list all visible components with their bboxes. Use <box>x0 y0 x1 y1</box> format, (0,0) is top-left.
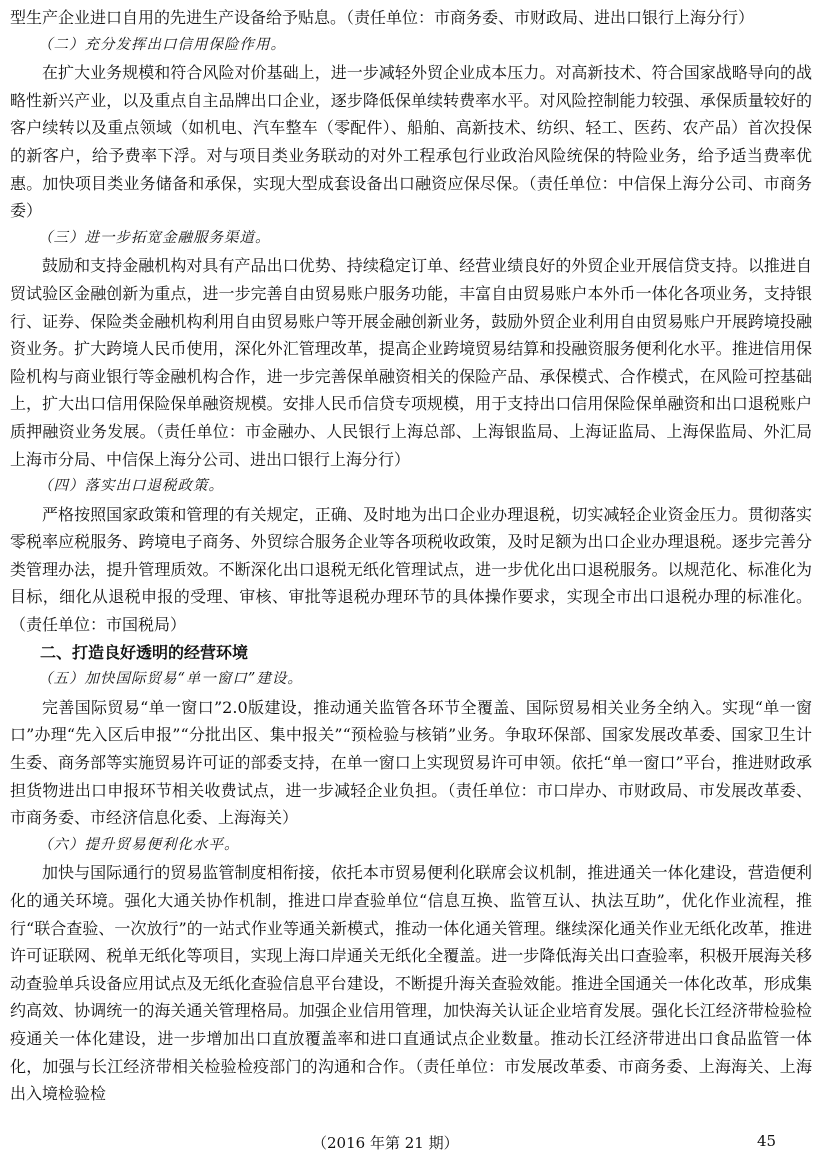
subheading-2: （二）充分发挥出口信用保险作用。 <box>38 36 286 53</box>
subheading-5: （五）加快国际贸易“单一窗口”建设。 <box>38 671 303 688</box>
subheading-6: （六）提升贸易便利化水平。 <box>38 836 240 853</box>
paragraph-continuation: 型生产企业进口自用的先进生产设备给予贴息。（责任单位：市商务委、市财政局、进出口银行上海分行） <box>10 8 755 27</box>
paragraph-single-window: 完善国际贸易“单一窗口”2.0版建设，推动通关监管各环节全覆盖、国际贸易相关业务全纳入。实现“单一窗口”办理“先入区后申报”“分批出区、集中报关”“预检验与核销”业务。争取环保部、国家发展改革委、国家卫生计生委、商务部等实施贸易许可证的部委支持，在单一窗口上实现贸易许可申领。依托“单一窗口”平台，推进财政承担货物进出口申报环节相关收费试点，进一步减轻企业负担。（责任单位：市口岸办、市财政局、市发展改革委、市商务委、市经济信息化委、上海海关） <box>10 697 812 828</box>
section-heading-2: 二、打造良好透明的经营环境 <box>40 642 249 662</box>
page-footer <box>0 1128 827 1158</box>
paragraph-trade-facilitation: 加快与国际通行的贸易监管制度相衔接，依托本市贸易便利化联席会议机制，推进通关一体化建设，营造便利化的通关环境。强化大通关协作机制，推进口岸查验单位“信息互换、监管互认、执法互助”，优化作业流程，推行“联合查验、一次放行”的一站式作业等通关新模式，推动一体化通关管理。继续深化通关作业无纸化改革，推进许可证联网、税单无纸化等项目，实现上海口岸通关无纸化全覆盖。进一步降低海关出口查验率，积极开展海关移动查验单兵设备应用试点及无纸化查验信息平台建设，不断提升海关查验效能。推进全国通关一体化改革，形成集约高效、协调统一的海关通关管理格局。加强企业信用管理，加快海关认证企业培育发展。强化长江经济带检验检疫通关一体化建设，进一步增加出口直放覆盖率和进口直通试点企业数量。推动长江经济带进出口食品监管一体化，加强与长江经济带相关检验检疫部门的沟通和合作。（责任单位：市发展改革委、市商务委、上海海关、上海出入境检验检 <box>10 863 812 1104</box>
page-number: 45 <box>757 1132 777 1150</box>
paragraph-financial-services: 鼓励和支持金融机构对具有产品出口优势、持续稳定订单、经营业绩良好的外贸企业开展信贷支持。以推进自贸试验区金融创新为重点，进一步完善自由贸易账户服务功能，丰富自由贸易账户本外币一体化各项业务，支持银行、证券、保险类金融机构利用自由贸易账户等开展金融创新业务，鼓励外贸企业利用自由贸易账户开展跨境投融资业务。扩大跨境人民币使用，深化外汇管理改革，提高企业跨境贸易结算和投融资服务便利化水平。推进信用保险机构与商业银行等金融机构合作，进一步完善保单融资相关的保险产品、承保模式、合作模式，在风险可控基础上，扩大出口信用保险保单融资规模。安排人民币信贷专项规模，用于支持出口信用保险保单融资和出口退税账户质押融资业务发展。（责任单位：市金融办、人民银行上海总部、上海银监局、上海证监局、上海保监局、外汇局上海市分局、中信保上海分公司、进出口银行上海分行） <box>10 256 812 469</box>
subheading-4: （四）落实出口退税政策。 <box>38 478 224 495</box>
subheading-3: （三）进一步拓宽金融服务渠道。 <box>38 229 271 246</box>
paragraph-export-tax-rebate: 严格按照国家政策和管理的有关规定，正确、及时地为出口企业办理退税，切实减轻企业资金压力。贯彻落实零税率应税服务、跨境电子商务、外贸综合服务企业等各项税收政策，及时足额为出口企业办理退税。逐步完善分类管理办法，提升管理质效。不断深化出口退税无纸化管理试点，进一步优化出口退税服务。以规范化、标准化为目标，细化从退税申报的受理、审核、审批等退税办理环节的具体操作要求，实现全市出口退税办理的标准化。（责任单位：市国税局） <box>10 504 812 635</box>
paragraph-export-credit-insurance: 在扩大业务规模和符合风险对价基础上，进一步减轻外贸企业成本压力。对高新技术、符合国家战略导向的战略性新兴产业，以及重点自主品牌出口企业，逐步降低保单续转费率水平。对风险控制能力较强、承保质量较好的客户续转以及重点领域（如机电、汽车整车（零配件）、船舶、高新技术、纺织、轻工、医药、农产品）首次投保的新客户，给予费率下浮。对与项目类业务联动的对外工程承包行业政治风险统保的特险业务，给予适当费率优惠。加快项目类业务储备和承保，实现大型成套设备出口融资应保尽保。（责任单位：中信保上海分公司、市商务委） <box>10 63 812 221</box>
issue-label: （2016 年第 21 期） <box>312 1134 459 1152</box>
document-page <box>10 4 812 1108</box>
